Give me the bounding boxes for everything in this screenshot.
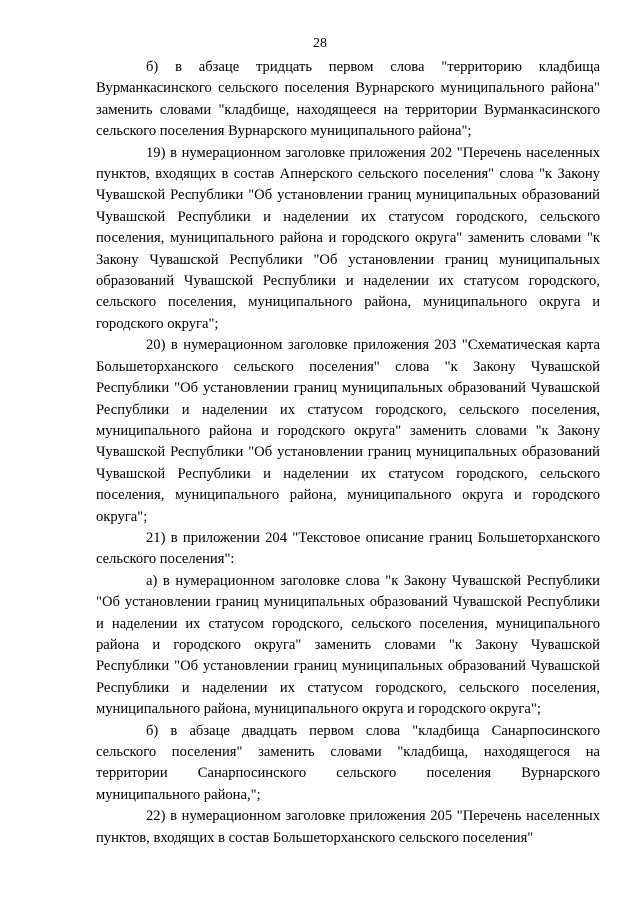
paragraph-22: 22) в нумерационном заголовке приложения 205 "Перечень населенных пунктов, входящих в состав Большеторханского сельского поселения": [96, 808, 600, 846]
paragraph-21b: б) в абзаце двадцать первом слова "кладбища Санарпосинского сельского поселения" заменить словами "кладбища, находящегося на территории Санарпосинского сельского поселения Вурнарского муниципального района,";: [96, 722, 600, 803]
document-body: [96, 57, 600, 849]
paragraph-20: 20) в нумерационном заголовке приложения 203 "Схематическая карта Большеторханского сельского поселения" слова "к Закону Чувашской Республики "Об установлении границ муниципальных образований Чувашской Республики и наделении их статусом городского, сельского поселения, муниципального района и городского округа" заменить словами "к Закону Чувашской Республики "Об установлении границ муниципальных образований Чувашской Республики и наделении их статусом городского, сельского поселения, муниципального района, муниципального округа и городского округа";: [96, 337, 600, 525]
paragraph-18b: б) в абзаце тридцать первом слова "территорию кладбища Вурманкасинского сельского поселения Вурнарского муниципального района" заменить словами "кладбище, находящееся на территории Вурманкасинского сельского поселения Вурнарского муниципального района";: [96, 59, 600, 140]
paragraph-19: 19) в нумерационном заголовке приложения 202 "Перечень населенных пунктов, входящих в состав Апнерского сельского поселения" слова "к Закону Чувашской Республики "Об установлении границ муниципальных образований Чувашской Республики и наделении их статусом городского, сельского поселения, муниципального района и городского округа" заменить словами "к Закону Чувашской Республики "Об установлении границ муниципальных образований Чувашской Республики и наделении их статусом городского, сельского поселения, муниципального района, муниципального округа и городского округа";: [96, 144, 600, 332]
paragraph-21: 21) в приложении 204 "Текстовое описание границ Большеторханского сельского поселения":: [96, 529, 600, 568]
paragraph-21a: а) в нумерационном заголовке слова "к Закону Чувашской Республики "Об установлении границ муниципальных образований Чувашской Республики и наделении их статусом городского, сельского поселения, муниципального района и городского округа" заменить словами "к Закону Чувашской Республики "Об установлении границ муниципальных образований Чувашской Республики и наделении их статусом городского, сельского поселения, муниципального района, муниципального округа и городского округа";: [96, 572, 600, 718]
page-number: 28: [313, 36, 327, 51]
